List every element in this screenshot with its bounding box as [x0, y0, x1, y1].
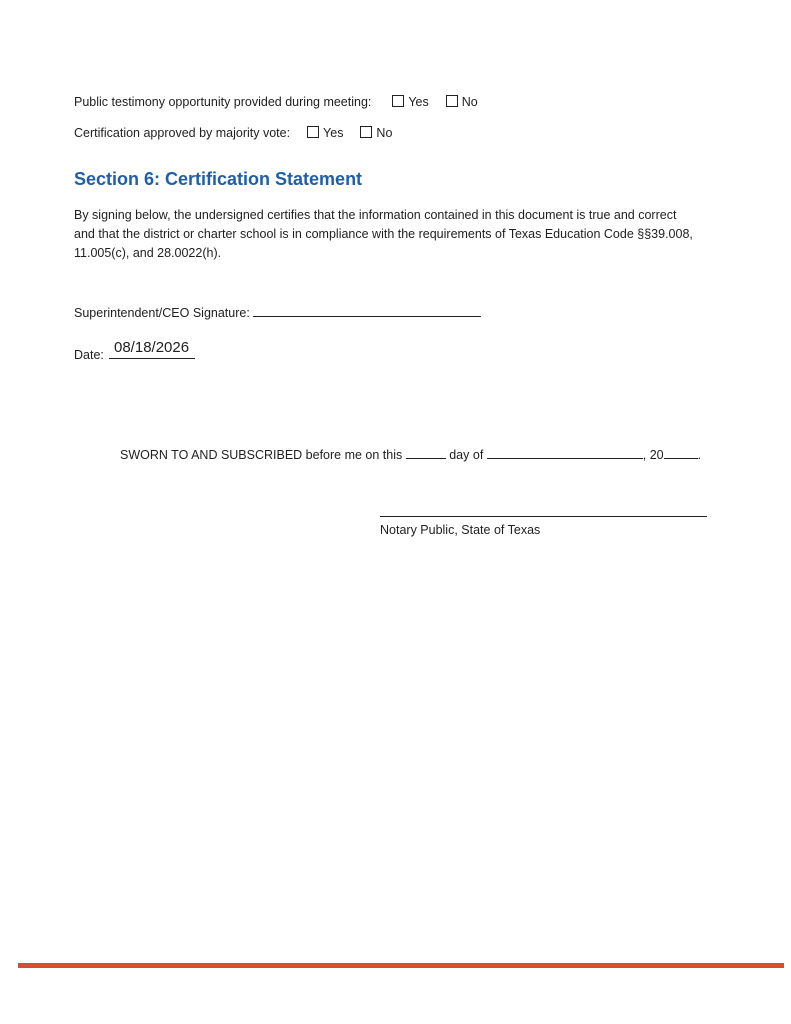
sworn-year-prefix: , 20 [642, 448, 664, 462]
paragraph-line: 11.005(c), and 28.0022(h). [74, 246, 222, 260]
yes-checkbox[interactable] [307, 126, 319, 138]
no-option[interactable]: No [360, 126, 392, 140]
yes-checkbox[interactable] [392, 95, 404, 107]
question-label: Certification approved by majority vote: [74, 126, 291, 140]
sworn-day-of: day of [449, 448, 484, 462]
signature-label: Superintendent/CEO Signature: [74, 306, 250, 320]
section-title: Section 6: Certification Statement [74, 169, 363, 189]
yes-option[interactable]: Yes [392, 95, 428, 109]
notary-signature-line[interactable] [380, 516, 707, 517]
paragraph-line: By signing below, the undersigned certifies that the information contained in this document is true and correct [74, 208, 677, 222]
question-label: Public testimony opportunity provided during meeting: [74, 95, 372, 109]
sworn-prefix: SWORN TO AND SUBSCRIBED before me on this [120, 448, 403, 462]
no-option[interactable]: No [446, 95, 478, 109]
sworn-period: . [697, 448, 702, 462]
date-label: Date: [74, 348, 104, 362]
signature-line[interactable] [253, 304, 481, 317]
notary-label: Notary Public, State of Texas [380, 523, 541, 537]
certification-paragraph [74, 206, 734, 263]
no-checkbox[interactable] [360, 126, 372, 138]
question-public-testimony [74, 95, 478, 109]
year-blank[interactable] [664, 446, 698, 459]
day-blank[interactable] [406, 446, 446, 459]
question-majority-vote [74, 126, 392, 140]
footer-bar [18, 963, 784, 968]
month-blank[interactable] [487, 446, 643, 459]
no-checkbox[interactable] [446, 95, 458, 107]
paragraph-line: and that the district or charter school is in compliance with the requirements of Texas Education Code §§39.008, [74, 227, 693, 241]
sworn-statement [120, 446, 701, 462]
signature-row [74, 304, 481, 320]
date-value: 08/18/2026 [114, 339, 190, 356]
yes-option[interactable]: Yes [307, 126, 343, 140]
